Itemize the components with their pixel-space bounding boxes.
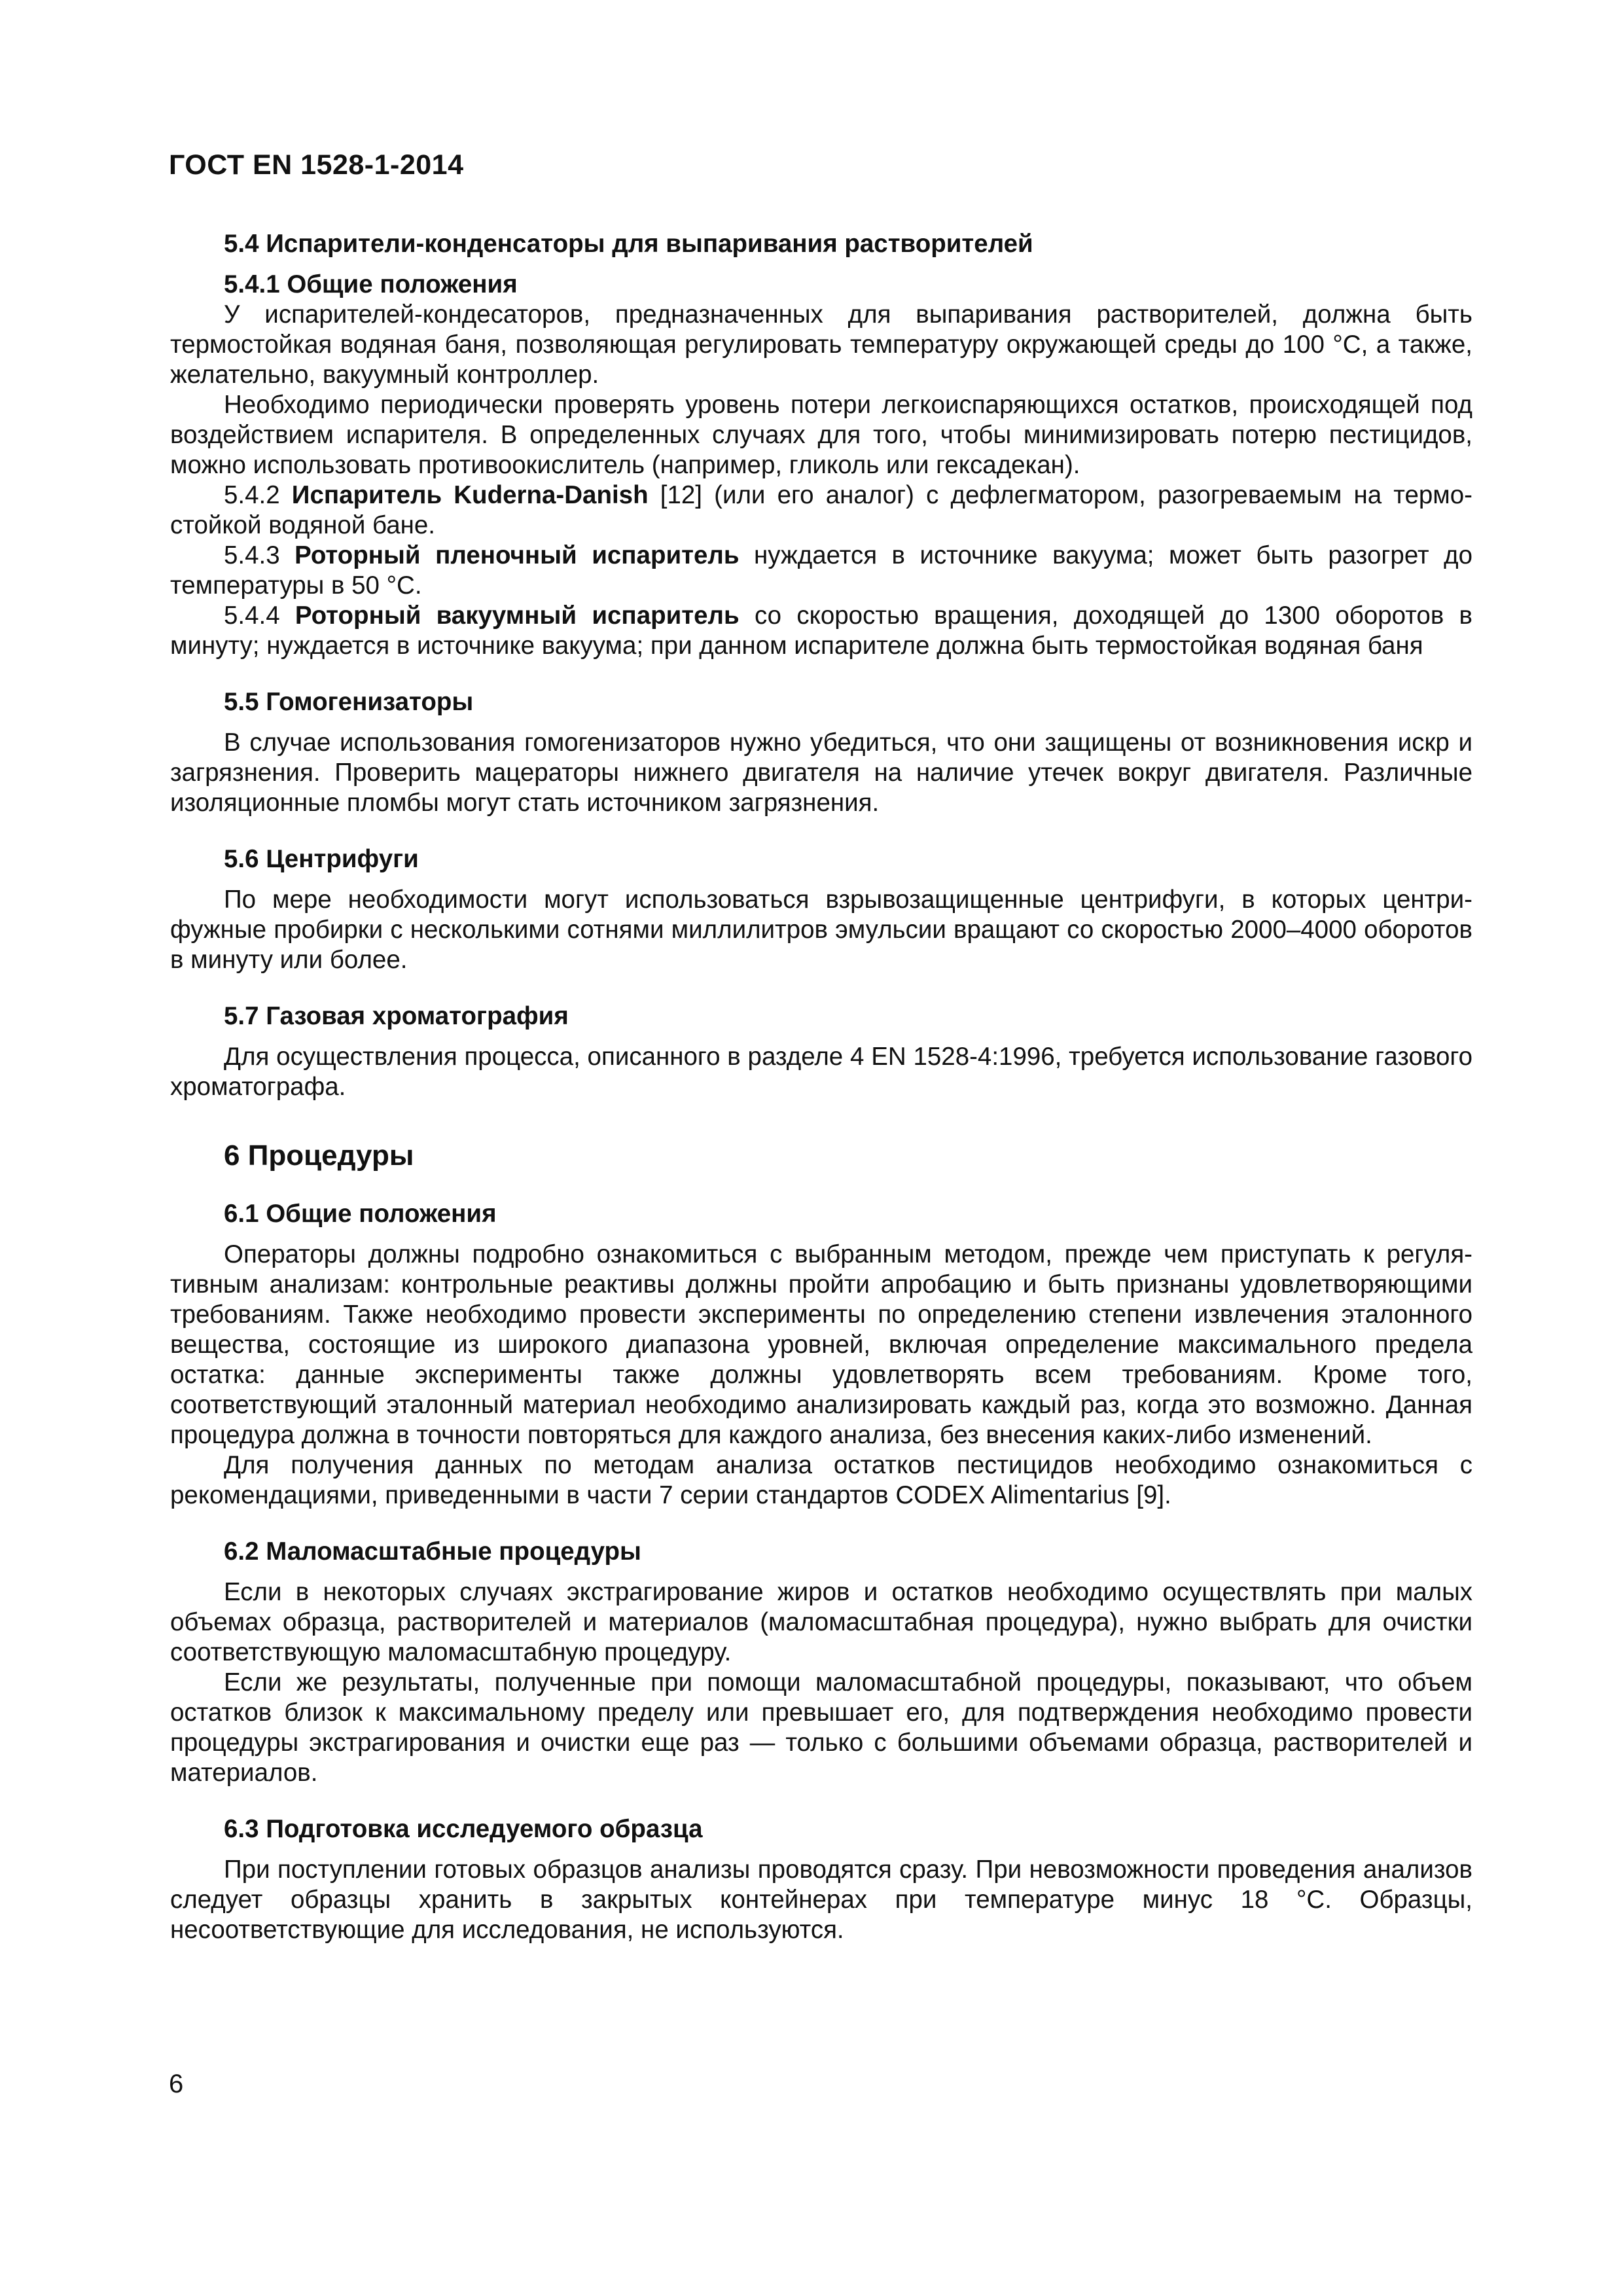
paragraph-5-4-4	[170, 601, 1472, 661]
paragraph-text: нуждается в источнике вакуума; может быть разогрет до температуры в 50 °С.	[170, 541, 1472, 600]
section-6-2-title: 6.2 Маломасштабные процедуры	[224, 1537, 641, 1566]
document-body	[170, 229, 1472, 1945]
term-bold: Роторный вакуумный испаритель	[294, 601, 740, 630]
section-5-4-title: 5.4 Испарители-конденсаторы для выпаривания растворителей	[224, 230, 1033, 258]
paragraph-text: со скоростью вращения, доходящей до 1300 оборотов в минуту; нуждается в источнике вакуума; при данном испарителе должна быть термостойкая водяная баня	[170, 601, 1472, 660]
paragraph-5-4-3	[170, 541, 1472, 601]
section-6-3-title: 6.3 Подготовка исследуемого образца	[224, 1815, 703, 1843]
page-number: 6	[169, 2070, 184, 2098]
clause-number: 5.4.3	[224, 541, 295, 569]
paragraph: Для осуществления процесса, описанного в разделе 4 EN 1528-4:1996, требуется использование газового хроматографа.	[170, 1043, 1472, 1101]
clause-number: 5.4.2	[224, 481, 292, 509]
section-6-1-title: 6.1 Общие положения	[224, 1200, 497, 1228]
section-5-6-title: 5.6 Центрифуги	[224, 845, 419, 873]
paragraph: У испарителей-кондесаторов, предназначенных для выпаривания растворителей, должна быть термостойкая водяная баня, позволяющая регулировать температуру окружающей среды до 100 °С, а также, желательно, вакуумный контроллер.	[170, 300, 1472, 389]
paragraph: Если в некоторых случаях экстрагирование жиров и остатков необходимо осуществлять при малых объемах образца, растворителей и материалов (маломасштабная процедура), нужно выбрать для очистки соответствующую маломасштабную процедуру.	[170, 1578, 1472, 1666]
paragraph: Если же результаты, полученные при помощи маломасштабной процедуры, показывают, что объем остатков близок к максимальному пределу или превышает его, для подтверждения необходимо провести процедуры экстрагирования и очистки еще раз — только с большими объемами образца, растворителей и материалов.	[170, 1668, 1472, 1787]
paragraph: Операторы должны подробно ознакомиться с выбранным методом, прежде чем приступать к регулятивным анализам: контрольные реактивы должны пройти апробацию и быть признаны удовлетворяющими требованиям. Также необходимо провести эксперименты по определению степени извлечения эталонного вещества, состоящие из широкого диапазона уровней, включая определение максимального предела остатка: данные эксперименты также должны удовлетворять всем требованиям. Кроме того, соответствующий эталонный материал необходимо анализировать каждый раз, когда это возможно. Данная процедура должна в точности повторяться для каждого анализа, без внесения каких-либо изменений.	[170, 1240, 1472, 1449]
term-bold: Роторный пленочный испаритель	[294, 541, 740, 569]
paragraph: Для получения данных по методам анализа остатков пестицидов необходимо ознакомиться с рекомендациями, приведенными в части 7 серии стандартов CODEX Alimentarius [9].	[170, 1451, 1472, 1509]
paragraph: Необходимо периодически проверять уровень потери легкоиспаряющихся остатков, происходящей под воздействием испарителя. В определенных случаях для того, чтобы минимизировать потерю пестицидов, можно использовать противоокислитель (например, гликоль или гексадекан).	[170, 391, 1472, 479]
section-5-7-title: 5.7 Газовая хроматография	[224, 1002, 569, 1030]
paragraph-5-4-2	[170, 480, 1472, 541]
document-header: ГОСТ EN 1528-1-2014	[169, 149, 464, 181]
section-5-4-1-title: 5.4.1 Общие положения	[224, 270, 518, 298]
term-bold: Испаритель Kuderna-Danish	[291, 481, 649, 509]
paragraph-text: [12] (или его аналог) с дефлегматором, разогреваемым на термостойкой водяной бане.	[170, 481, 1472, 539]
section-6-title: 6 Процедуры	[224, 1139, 414, 1172]
paragraph: По мере необходимости могут использоваться взрывозащищенные центрифуги, в которых центрифужные пробирки с несколькими сотнями миллилитров эмульсии вращают со скоростью 2000–4000 оборотов в минуту или более.	[170, 886, 1472, 974]
paragraph: При поступлении готовых образцов анализы проводятся сразу. При невозможности проведения анализов следует образцы хранить в закрытых контейнерах при температуре минус 18 °С. Образцы, несоответствующие для исследования, не используются.	[170, 1856, 1472, 1944]
paragraph: В случае использования гомогенизаторов нужно убедиться, что они защищены от возникновения искр и загрязнения. Проверить мацераторы нижнего двигателя на наличие утечек вокруг двигателя. Различные изоляционные пломбы могут стать источником загрязнения.	[170, 728, 1472, 817]
clause-number: 5.4.4	[224, 601, 295, 630]
section-5-5-title: 5.5 Гомогенизаторы	[224, 688, 474, 716]
